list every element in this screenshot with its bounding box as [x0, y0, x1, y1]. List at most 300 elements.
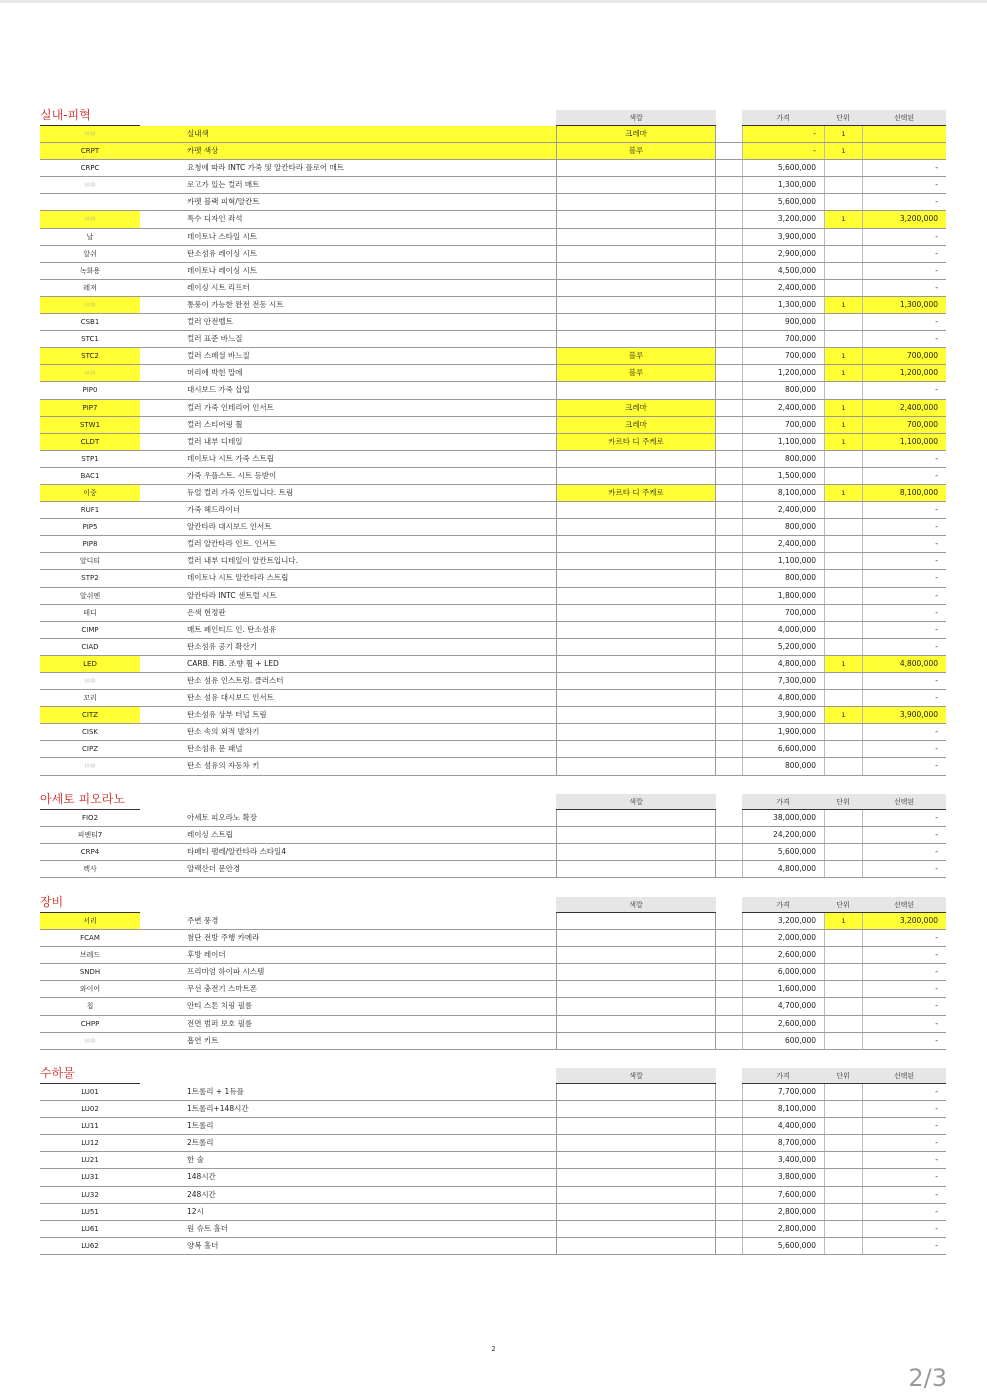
item-price: 800,000	[742, 451, 824, 467]
item-price: 2,400,000	[742, 400, 824, 416]
item-code: LU51	[81, 1207, 99, 1216]
item-selected-price: 1,200,000	[862, 365, 946, 381]
item-description: 알칸타라 INTC 센트럴 시트	[187, 590, 277, 600]
item-selected-price: -	[862, 314, 946, 330]
section-header	[40, 897, 946, 913]
item-unit: 1	[824, 485, 862, 501]
item-price: 1,100,000	[742, 553, 824, 569]
item-code: CLDT	[40, 434, 140, 450]
item-unit: 1	[824, 365, 862, 381]
table-row	[40, 468, 946, 485]
item-price: 1,300,000	[742, 297, 824, 313]
item-description: 탄소섬유 상부 터널 트림	[187, 710, 267, 720]
item-description: 로고가 있는 컬러 매트	[187, 180, 260, 190]
item-code: FCAM	[80, 934, 100, 943]
item-price: 7,700,000	[742, 1084, 824, 1100]
item-unit	[824, 382, 862, 398]
item-code: (흐림)	[84, 182, 96, 188]
item-selected-price: -	[862, 229, 946, 245]
item-unit	[824, 519, 862, 535]
item-color	[556, 331, 716, 347]
item-selected-price: -	[862, 1169, 946, 1185]
item-unit	[824, 314, 862, 330]
header-price: 가격	[742, 110, 824, 126]
item-unit	[824, 451, 862, 467]
item-price: 4,800,000	[742, 690, 824, 706]
table-row	[40, 1101, 946, 1118]
header-price: 가격	[742, 794, 824, 810]
item-unit	[824, 930, 862, 946]
item-color	[556, 605, 716, 621]
item-code: CITZ	[40, 707, 140, 723]
item-price: 1,800,000	[742, 588, 824, 604]
item-price: 7,300,000	[742, 673, 824, 689]
table-row	[40, 741, 946, 758]
table-row	[40, 827, 946, 844]
item-unit	[824, 1118, 862, 1134]
item-unit	[824, 1101, 862, 1117]
item-selected-price: 3,200,000	[862, 211, 946, 227]
section-title: 실내-피혁	[40, 108, 140, 126]
item-selected-price: -	[862, 1238, 946, 1254]
item-price: 6,600,000	[742, 741, 824, 757]
item-unit	[824, 1238, 862, 1254]
item-unit: 1	[824, 126, 862, 142]
item-price: -	[742, 126, 824, 142]
item-unit	[824, 1016, 862, 1032]
header-unit: 단위	[824, 897, 862, 913]
item-price: 2,400,000	[742, 502, 824, 518]
item-price: 5,600,000	[742, 844, 824, 860]
item-code: 브레드	[79, 951, 101, 960]
item-code: SNDH	[79, 968, 101, 977]
header-color: 색깔	[556, 794, 716, 810]
item-description: 탄소 섬유 대시보드 인서트	[187, 693, 274, 703]
item-color	[556, 263, 716, 279]
item-unit	[824, 605, 862, 621]
item-price: 4,500,000	[742, 263, 824, 279]
table-row	[40, 553, 946, 570]
item-price: 2,600,000	[742, 1016, 824, 1032]
item-color: 크레마	[556, 400, 716, 416]
item-selected-price: -	[862, 1033, 946, 1049]
header-selected: 선택된	[862, 110, 946, 126]
item-color	[556, 1187, 716, 1203]
item-selected-price: -	[862, 981, 946, 997]
item-description: 안티 스톤 치핑 필름	[187, 1001, 253, 1011]
item-description: 통풍이 가능한 완전 전동 시트	[187, 299, 284, 309]
item-code: 꼬리	[83, 694, 97, 703]
header-price: 가격	[742, 897, 824, 913]
item-price: 3,900,000	[742, 707, 824, 723]
item-color	[556, 844, 716, 860]
item-color	[556, 913, 716, 929]
item-price: 1,300,000	[742, 177, 824, 193]
item-code: 알쉬	[83, 249, 97, 258]
header-selected: 선택된	[862, 794, 946, 810]
item-price: 700,000	[742, 331, 824, 347]
table-row	[40, 656, 946, 673]
item-unit	[824, 553, 862, 569]
item-color	[556, 758, 716, 774]
table-row	[40, 143, 946, 160]
table-row	[40, 1135, 946, 1152]
item-price: 2,400,000	[742, 536, 824, 552]
item-color	[556, 981, 716, 997]
item-color	[556, 519, 716, 535]
item-price: 600,000	[742, 1033, 824, 1049]
item-unit	[824, 588, 862, 604]
item-selected-price: -	[862, 468, 946, 484]
item-code: 서리	[40, 913, 140, 929]
item-price: -	[742, 143, 824, 159]
item-selected-price: -	[862, 1135, 946, 1151]
header-unit: 단위	[824, 110, 862, 126]
item-color	[556, 1135, 716, 1151]
item-selected-price: -	[862, 861, 946, 877]
table-row	[40, 519, 946, 536]
item-description: 원 슈트 홀더	[187, 1223, 228, 1233]
item-selected-price: -	[862, 639, 946, 655]
item-unit	[824, 1169, 862, 1185]
item-description: 컬러 내부 디테일이 알칸트입니다.	[187, 556, 298, 566]
item-code: (흐림)	[84, 763, 96, 769]
item-color	[556, 1084, 716, 1100]
item-code: LU21	[81, 1156, 99, 1165]
table-row	[40, 194, 946, 211]
item-code: LU61	[81, 1224, 99, 1233]
item-unit	[824, 1204, 862, 1220]
item-selected-price: -	[862, 1204, 946, 1220]
item-unit	[824, 981, 862, 997]
item-price: 8,100,000	[742, 1101, 824, 1117]
item-description: 컬러 안전벨트	[187, 317, 233, 327]
item-selected-price: -	[862, 246, 946, 262]
table-row	[40, 724, 946, 741]
table-row	[40, 451, 946, 468]
table-row	[40, 365, 946, 382]
item-description: CARB. FIB. 조향 휠 + LED	[187, 658, 279, 668]
table-row	[40, 570, 946, 587]
item-price: 4,800,000	[742, 656, 824, 672]
section-header	[40, 1068, 946, 1084]
table-row	[40, 434, 946, 451]
table-row	[40, 263, 946, 280]
item-color	[556, 947, 716, 963]
item-code: 알디티	[79, 557, 101, 566]
item-color	[556, 314, 716, 330]
item-unit	[824, 177, 862, 193]
item-unit	[824, 1033, 862, 1049]
table-row	[40, 417, 946, 434]
item-selected-price: -	[862, 194, 946, 210]
item-code: 알쉬엔	[79, 591, 101, 600]
table-row	[40, 1084, 946, 1101]
section-title: 수하물	[40, 1066, 140, 1084]
item-price: 4,800,000	[742, 861, 824, 877]
item-unit: 1	[824, 913, 862, 929]
item-price: 4,000,000	[742, 622, 824, 638]
item-description: 레이싱 시트 리프터	[187, 282, 250, 292]
section-2	[40, 897, 946, 1050]
item-description: 첨단 전방 주행 카메라	[187, 933, 260, 943]
item-selected-price: -	[862, 177, 946, 193]
item-description: 프리미엄 하이파 시스템	[187, 967, 265, 977]
item-code: 칩	[86, 1002, 94, 1011]
table-row	[40, 639, 946, 656]
item-color	[556, 536, 716, 552]
item-price: 5,600,000	[742, 1238, 824, 1254]
item-color	[556, 177, 716, 193]
item-description: 전면 범퍼 보호 필름	[187, 1018, 253, 1028]
item-price: 3,800,000	[742, 1169, 824, 1185]
table-row	[40, 1169, 946, 1186]
item-description: 실내색	[140, 126, 556, 142]
item-unit	[824, 741, 862, 757]
item-unit	[824, 861, 862, 877]
item-unit	[824, 758, 862, 774]
item-code: BAC1	[80, 471, 100, 480]
item-selected-price: -	[862, 930, 946, 946]
item-price: 2,900,000	[742, 246, 824, 262]
item-code: (흐림)	[84, 1037, 96, 1043]
item-code: (흐림)	[40, 297, 140, 313]
item-color	[556, 690, 716, 706]
item-color: 블루	[556, 348, 716, 364]
item-selected-price: -	[862, 741, 946, 757]
item-price: 800,000	[742, 570, 824, 586]
item-price: 2,800,000	[742, 1221, 824, 1237]
item-code: LU11	[81, 1122, 99, 1131]
item-description: 매트 페인티드 인. 탄소섬유	[187, 624, 277, 634]
item-unit	[824, 964, 862, 980]
table-row	[40, 1187, 946, 1204]
item-unit: 1	[824, 211, 862, 227]
table-row	[40, 622, 946, 639]
item-selected-price: -	[862, 827, 946, 843]
table-row	[40, 673, 946, 690]
header-color: 색깔	[556, 897, 716, 913]
item-description: 후방 레이더	[187, 950, 226, 960]
item-color	[556, 1101, 716, 1117]
item-description: 아세토 피오라노 확장	[187, 813, 257, 822]
item-selected-price: -	[862, 1221, 946, 1237]
table-row	[40, 502, 946, 519]
item-description: 2트롤리	[187, 1138, 214, 1148]
table-row	[40, 126, 946, 143]
item-description: 248시간	[187, 1189, 216, 1199]
item-code: 녹화용	[79, 266, 101, 275]
item-unit	[824, 622, 862, 638]
item-price: 1,200,000	[742, 365, 824, 381]
item-code: STC1	[81, 335, 99, 344]
item-price: 5,200,000	[742, 639, 824, 655]
top-divider	[0, 0, 987, 3]
table-row	[40, 1118, 946, 1135]
item-description: 무선 충전기 스마트폰	[187, 984, 257, 994]
item-color	[556, 468, 716, 484]
item-color	[556, 194, 716, 210]
table-row	[40, 229, 946, 246]
item-color	[556, 502, 716, 518]
item-code: (흐림)	[40, 126, 140, 142]
item-description: 12시	[187, 1206, 204, 1216]
item-selected-price: 4,800,000	[862, 656, 946, 672]
item-code: STW1	[40, 417, 140, 433]
item-unit	[824, 810, 862, 826]
item-description: 데이토나 시트 알칸타라 스트립	[187, 573, 289, 583]
item-description: 탄소섬유 레이싱 시트	[187, 248, 257, 258]
item-color	[556, 1016, 716, 1032]
item-selected-price: 3,900,000	[862, 707, 946, 723]
item-selected-price: 1,300,000	[862, 297, 946, 313]
item-selected-price: -	[862, 947, 946, 963]
item-price: 700,000	[742, 417, 824, 433]
item-code: CIPZ	[82, 745, 98, 754]
item-selected-price: 3,200,000	[862, 913, 946, 929]
item-code: LU31	[81, 1173, 99, 1182]
item-price: 1,900,000	[742, 724, 824, 740]
page-indicator[interactable]: 2/3	[908, 1364, 947, 1392]
item-code: CRPC	[80, 164, 100, 173]
item-color	[556, 741, 716, 757]
table-row	[40, 211, 946, 228]
item-unit	[824, 947, 862, 963]
item-selected-price: -	[862, 502, 946, 518]
item-description: 주변 풍경	[187, 916, 219, 925]
item-selected-price: -	[862, 536, 946, 552]
item-description: 컬러 내부 디테일	[187, 436, 243, 446]
item-selected-price: 1,100,000	[862, 434, 946, 450]
item-unit	[824, 1135, 862, 1151]
item-code: RUF1	[80, 506, 100, 515]
item-code: LU62	[81, 1241, 99, 1250]
item-code: PIP5	[82, 523, 98, 532]
header-color: 색깔	[556, 1068, 716, 1084]
item-color	[556, 1221, 716, 1237]
item-price: 38,000,000	[742, 810, 824, 826]
item-unit	[824, 1152, 862, 1168]
item-code: STP1	[81, 454, 99, 463]
item-description: 은색 현정판	[187, 607, 226, 617]
item-price: 4,700,000	[742, 998, 824, 1014]
item-price: 700,000	[742, 605, 824, 621]
table-row	[40, 1221, 946, 1238]
item-color	[556, 246, 716, 262]
table-row	[40, 1238, 946, 1255]
table-row	[40, 280, 946, 297]
item-selected-price: -	[862, 382, 946, 398]
item-code: 와이어	[79, 985, 101, 994]
item-code: 레져	[83, 283, 97, 292]
item-selected-price: 700,000	[862, 348, 946, 364]
item-color	[556, 553, 716, 569]
item-description: 알칸타라 대시보드 인서트	[187, 522, 272, 532]
table-row	[40, 160, 946, 177]
item-selected-price: -	[862, 1016, 946, 1032]
item-description: 레이싱 스트립	[187, 830, 233, 840]
item-price: 2,400,000	[742, 280, 824, 296]
item-color	[556, 570, 716, 586]
item-color	[556, 656, 716, 672]
item-price: 8,100,000	[742, 485, 824, 501]
table-row	[40, 177, 946, 194]
table-row	[40, 314, 946, 331]
item-color: 카르타 디 주케로	[556, 485, 716, 501]
item-code: LU02	[81, 1105, 99, 1114]
item-color	[556, 211, 716, 227]
item-description: 타페티 펠레/알칸타라 스타일4	[187, 847, 287, 857]
item-description: 대시보드 가죽 삽입	[187, 385, 250, 395]
item-description: 듀얼 컬러 가죽 인트입니다. 트림	[187, 487, 294, 497]
table-row	[40, 536, 946, 553]
item-description: 탄소 섬유 인스트럼. 클러스터	[187, 676, 284, 685]
table-row	[40, 964, 946, 981]
table-row	[40, 588, 946, 605]
item-color	[556, 1118, 716, 1134]
item-description: 148시간	[187, 1172, 216, 1182]
item-description: 컬러 스페셜 바느질	[187, 351, 250, 361]
table-row	[40, 331, 946, 348]
item-color	[556, 160, 716, 176]
item-price: 1,100,000	[742, 434, 824, 450]
item-description: 1트롤리 + 1듀플	[187, 1087, 244, 1096]
item-unit	[824, 1221, 862, 1237]
item-color	[556, 964, 716, 980]
item-description: 탄소섬유 문 패널	[187, 744, 243, 754]
item-color	[556, 673, 716, 689]
header-unit: 단위	[824, 794, 862, 810]
item-unit	[824, 229, 862, 245]
table-row	[40, 1204, 946, 1221]
item-code: 렉사	[83, 865, 97, 874]
item-color	[556, 1152, 716, 1168]
item-price: 5,600,000	[742, 194, 824, 210]
item-unit	[824, 468, 862, 484]
item-code: CRP4	[80, 848, 100, 857]
item-description: 컬러 가죽 인테리어 인서트	[187, 402, 274, 412]
item-unit	[824, 1084, 862, 1100]
item-selected-price: -	[862, 844, 946, 860]
item-color	[556, 810, 716, 826]
item-selected-price: -	[862, 1084, 946, 1100]
item-unit: 1	[824, 417, 862, 433]
item-price: 800,000	[742, 382, 824, 398]
item-color	[556, 280, 716, 296]
table-row	[40, 348, 946, 365]
item-unit	[824, 331, 862, 347]
item-unit: 1	[824, 434, 862, 450]
item-code: CISK	[82, 728, 98, 737]
item-code: (흐림)	[40, 365, 140, 381]
item-description: 1트롤리	[187, 1121, 214, 1131]
item-description: 요청에 따라 INTC 가죽 및 알칸타라 플로어 매트	[187, 163, 345, 173]
item-color	[556, 724, 716, 740]
section-3	[40, 1068, 946, 1255]
header-selected: 선택된	[862, 1068, 946, 1084]
item-color: 블루	[556, 143, 716, 159]
table-row	[40, 758, 946, 775]
item-selected-price: -	[862, 1101, 946, 1117]
item-unit	[824, 263, 862, 279]
item-price: 700,000	[742, 348, 824, 364]
item-unit	[824, 194, 862, 210]
item-description: 데이토나 시트 가죽 스트립	[187, 453, 274, 463]
section-title: 아세토 피오라노	[40, 792, 140, 810]
item-code: STC2	[40, 348, 140, 364]
section-header	[40, 794, 946, 810]
header-unit: 단위	[824, 1068, 862, 1084]
